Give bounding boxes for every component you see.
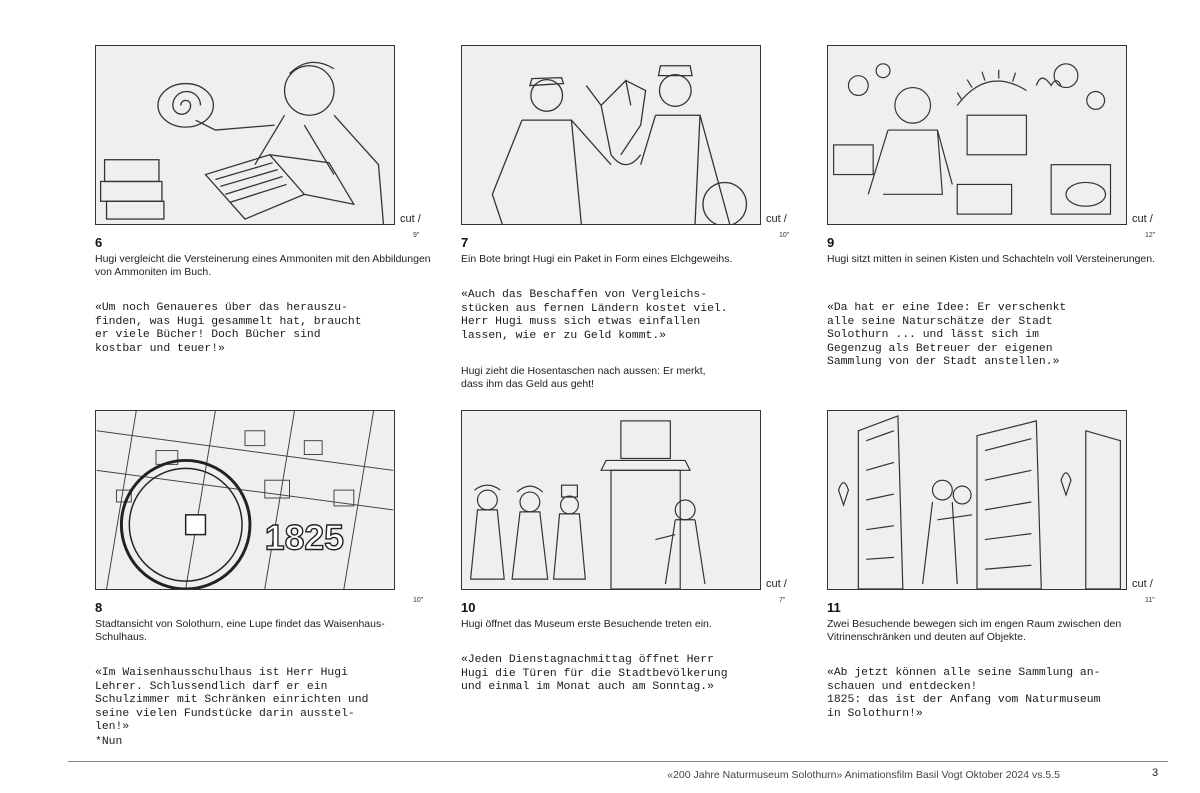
panel-quote-6: «Um noch Genaueres über das herauszu- finden, was Hugi gesammelt hat, braucht er viele Bücher! Doch Bücher sind kostbar und teuer!»	[95, 302, 362, 355]
panel-quote-8: «Im Waisenhausschulhaus ist Herr Hugi Lehrer. Schlussendlich darf er ein Schulzimmer mit Schränken einrichten und seine vielen Fundstücke darin ausstel- len!»	[95, 667, 369, 733]
panel-description-7: Ein Bote bringt Hugi ein Paket in Form eines Elchgeweihs.	[461, 253, 733, 265]
panel-description-6: Hugi vergleicht die Versteinerung eines Ammoniten mit den Abbildungen von Ammoniten im Buch.	[95, 253, 431, 278]
panel-description-11: Zwei Besuchende bewegen sich im engen Raum zwischen den Vitrinenschränken und deuten auf Objekte.	[827, 618, 1122, 643]
panel-description-9: Hugi sitzt mitten in seinen Kisten und Schachteln voll Versteinerungen.	[827, 253, 1156, 265]
panel-number-7: 7	[461, 235, 469, 250]
panel-quote-11: «Ab jetzt können alle seine Sammlung an- schauen und entdecken! 1825: das ist der Anfang vom Naturmuseum in Solothurn!»	[827, 667, 1101, 720]
sketch-city-magnifier-icon	[96, 411, 394, 589]
panel-description-8: Stadtansicht von Solothurn, eine Lupe findet das Waisenhaus-Schulhaus.	[95, 618, 385, 643]
sketch-frame-6	[95, 45, 395, 225]
sketch-messenger-package-icon	[462, 46, 760, 224]
panel-number-8: 8	[95, 600, 103, 615]
panel-number-11: 11	[827, 600, 841, 615]
panel-quote-9: «Da hat er eine Idee: Er verschenkt alle seine Naturschätze der Stadt Solothurn ... und lässt sich im Gegenzug als Betreuer der eigenen Sammlung von der Stadt anstellen.»	[827, 302, 1067, 368]
panel-number-10: 10	[461, 600, 476, 615]
cut-label-7: cut /	[766, 213, 787, 225]
sketch-hugi-reading-book-icon	[96, 46, 394, 224]
panel-number-9: 9	[827, 235, 835, 250]
duration-7: 10"	[779, 232, 790, 239]
year-stamp: 1825	[264, 517, 344, 558]
panel-number-6: 6	[95, 235, 103, 250]
duration-11: 11"	[1145, 597, 1155, 604]
sketch-frame-8	[95, 410, 395, 590]
footer-title: «200 Jahre Naturmuseum Solothurn» Animationsfilm Basil Vogt Oktober 2024 vs.5.5	[667, 769, 1060, 781]
sketch-display-cabinets-icon	[828, 411, 1126, 589]
panel-quote-7: «Auch das Beschaffen von Vergleichs- stücken aus fernen Ländern kostet viel. Herr Hugi muss sich etwas einfallen lassen, wie er zu Geld kommt.»	[461, 289, 728, 342]
duration-10: 7"	[779, 597, 786, 604]
duration-8: 10"	[413, 597, 424, 604]
cut-label-11: cut /	[1132, 578, 1153, 590]
sketch-frame-11	[827, 410, 1127, 590]
sketch-hugi-among-fossils-icon	[828, 46, 1126, 224]
sketch-museum-visitors-icon	[462, 411, 760, 589]
panel-description-10: Hugi öffnet das Museum erste Besuchende treten ein.	[461, 618, 712, 630]
sketch-frame-10	[461, 410, 761, 590]
duration-6: 9"	[413, 232, 420, 239]
panel-quote-10: «Jeden Dienstagnachmittag öffnet Herr Hugi die Türen für die Stadtbevölkerung und einmal im Monat auch am Sonntag.»	[461, 654, 728, 693]
cut-label-6: cut /	[400, 213, 421, 225]
sketch-frame-7	[461, 45, 761, 225]
footer-divider	[68, 761, 1168, 762]
panel-note-8: *Nun	[95, 736, 123, 748]
cut-label-10: cut /	[766, 578, 787, 590]
page-number: 3	[1152, 767, 1159, 779]
sketch-frame-9	[827, 45, 1127, 225]
cut-label-9: cut /	[1132, 213, 1153, 225]
duration-9: 12"	[1145, 232, 1156, 239]
panel-extra-7: Hugi zieht die Hosentaschen nach aussen: Er merkt, dass ihm das Geld aus geht!	[461, 365, 706, 390]
